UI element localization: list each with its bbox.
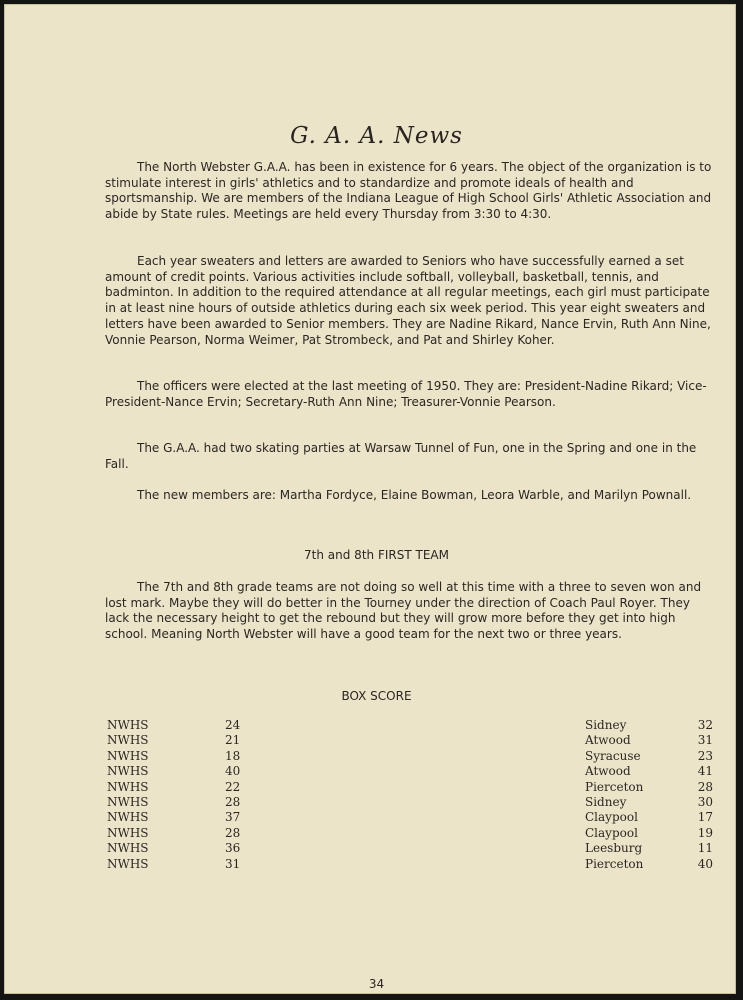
- paragraph-first-team: The 7th and 8th grade teams are not doing so well at this time with a three to seven won and lost mark. Maybe they will do better in the Tourney under the direction of Coach Paul Royer. They lack the necessary height to get the rebound but they will grow more before they get into high school. Meaning North Webster will have a good team for the next two or three years.: [105, 580, 702, 642]
- opponent-score: 30: [697, 794, 713, 809]
- opponent-score: 41: [697, 764, 713, 779]
- table-row: [107, 764, 713, 779]
- team-score: 18: [225, 748, 241, 763]
- opponent-score: 11: [697, 841, 713, 856]
- team-score: 36: [225, 841, 241, 856]
- opponent-score: 19: [697, 825, 713, 840]
- page-title: G. A. A. News: [290, 123, 463, 149]
- opponent-score: 32: [697, 718, 713, 732]
- team-name: NWHS: [107, 764, 149, 779]
- team-name: NWHS: [107, 841, 149, 856]
- table-row: [107, 826, 713, 841]
- team-name: NWHS: [107, 779, 149, 794]
- opponent-name: Leesburg: [585, 841, 643, 856]
- opponent-name: Atwood: [585, 764, 631, 779]
- team-score: 40: [225, 764, 241, 779]
- table-row: [107, 718, 713, 733]
- opponent-name: Claypool: [585, 810, 638, 825]
- table-row: [107, 733, 713, 748]
- opponent-score: 23: [697, 748, 713, 763]
- opponent-name: Syracuse: [585, 748, 641, 763]
- team-score: 28: [225, 825, 241, 840]
- opponent-name: Pierceton: [585, 779, 644, 794]
- paragraph-officers: The officers were elected at the last meeting of 1950. They are: President-Nadine Rikard; Vice-President-Nance Ervin; Secretary-Ruth Ann Nine; Treasurer-Vonnie Pearson.: [105, 379, 707, 409]
- paragraph-skating: The G.A.A. had two skating parties at Warsaw Tunnel of Fun, one in the Spring and one in the Fall.: [105, 441, 697, 471]
- team-name: NWHS: [107, 718, 149, 732]
- opponent-name: Sidney: [585, 794, 627, 809]
- opponent-name: Atwood: [585, 733, 631, 748]
- table-row: [107, 810, 713, 825]
- opponent-name: Pierceton: [585, 856, 644, 871]
- page-number: 34: [368, 977, 385, 991]
- team-score: 22: [225, 779, 241, 794]
- box-score-table: [107, 718, 713, 872]
- team-score: 28: [225, 794, 241, 809]
- opponent-name: Sidney: [585, 718, 627, 732]
- team-score: 21: [225, 733, 241, 748]
- team-name: NWHS: [107, 825, 149, 840]
- opponent-score: 40: [697, 856, 713, 871]
- opponent-score: 31: [697, 733, 713, 748]
- table-row: [107, 795, 713, 810]
- table-row: [107, 841, 713, 856]
- team-name: NWHS: [107, 733, 149, 748]
- team-name: NWHS: [107, 794, 149, 809]
- team-name: NWHS: [107, 856, 149, 871]
- opponent-score: 28: [697, 779, 713, 794]
- table-row: [107, 857, 713, 872]
- paragraph-awards: Each year sweaters and letters are awarded to Seniors who have successfully earned a set amount of credit points. Various activities include softball, volleyball, basketball, tennis, and badminton. In addition to the required attendance at all regular meetings, each girl must participate in at least nine hours of outside athletics during each six week period. This year eight sweaters and letters have been awarded to Senior members. They are Nadine Rikard, Nance Ervin, Ruth Ann Nine, Vonnie Pearson, Norma Weimer, Pat Strombeck, and Pat and Shirley Koher.: [105, 254, 711, 347]
- paragraph-intro: The North Webster G.A.A. has been in existence for 6 years. The object of the organization is to stimulate interest in girls' athletics and to standardize and promote ideals of health and sportsmanship. We are members of the Indiana League of High School Girls' Athletic Association and abide by State rules. Meetings are held every Thursday from 3:30 to 4:30.: [105, 160, 712, 222]
- opponent-name: Claypool: [585, 825, 638, 840]
- table-row: [107, 780, 713, 795]
- box-score-heading: BOX SCORE: [341, 689, 412, 703]
- paragraph-new-members: The new members are: Martha Fordyce, Elaine Bowman, Leora Warble, and Marilyn Pownall.: [137, 488, 692, 502]
- table-row: [107, 749, 713, 764]
- team-name: NWHS: [107, 748, 149, 763]
- opponent-score: 17: [697, 810, 713, 825]
- team-score: 24: [225, 718, 241, 732]
- team-score: 37: [225, 810, 241, 825]
- document-page: [4, 4, 736, 994]
- team-score: 31: [225, 856, 241, 871]
- team-name: NWHS: [107, 810, 149, 825]
- section-heading: 7th and 8th FIRST TEAM: [304, 548, 449, 562]
